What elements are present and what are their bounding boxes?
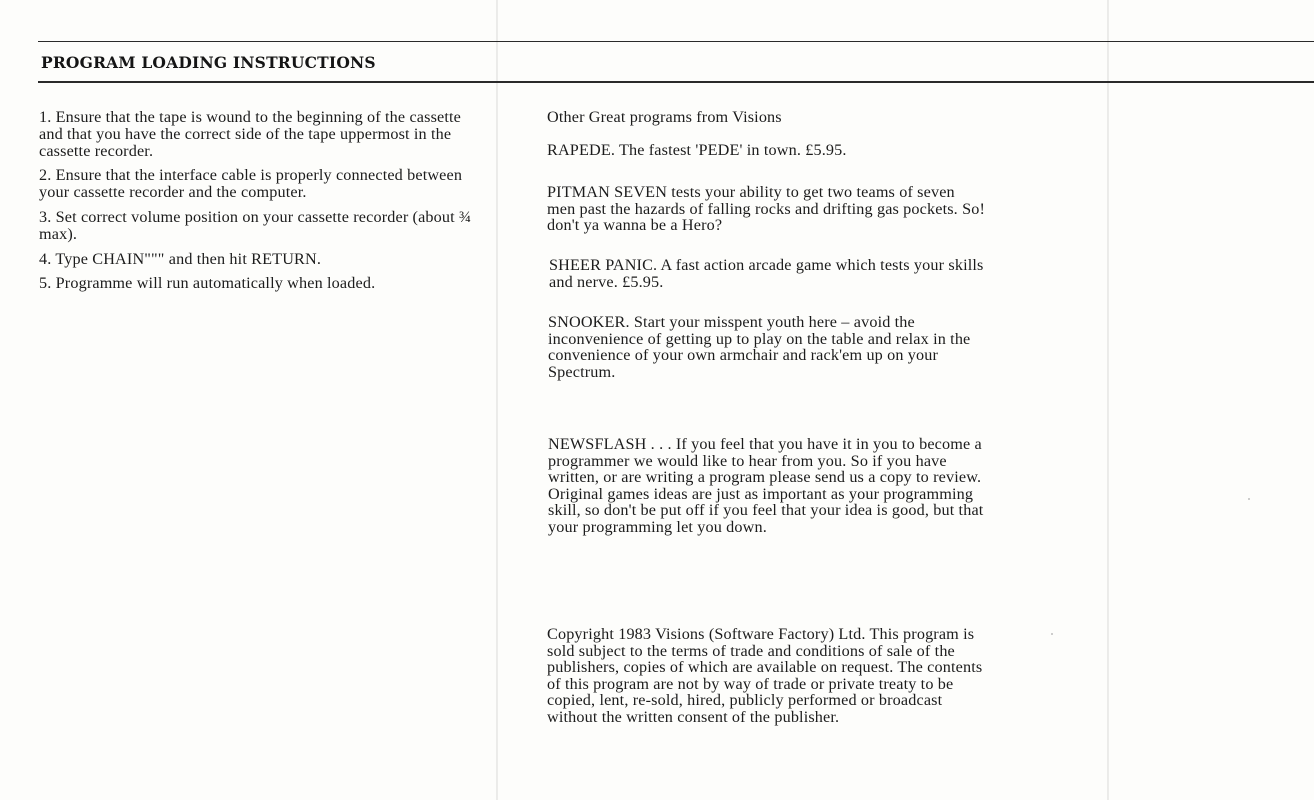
loading-instructions [39,109,484,300]
instruction-step-3: 3. Set correct volume position on your cassette recorder (about ¾ max). [39,207,472,243]
other-programs-intro: Other Great programs from Visions [547,108,782,126]
rapede-description: RAPEDE. The fastest 'PEDE' in town. £5.95. [547,141,847,159]
paper-speck [1248,498,1250,500]
instruction-list [39,109,484,292]
paper-fold-left [496,0,498,800]
newsflash-paragraph: NEWSFLASH . . . If you feel that you have it in you to become a programmer we would like to hear from you. So if you have written, or are writing a program please send us a copy to review. Original games ideas are just as important as your programming skill, so don't be put off if you feel that your idea is good, but that your programming let you down. [548,435,984,536]
header-bottom-rule [38,81,1314,83]
instruction-step-4: 4. Type CHAIN""" and then hit RETURN. [39,249,322,268]
paper-fold-right [1107,0,1109,800]
header-top-rule [38,41,1314,42]
instruction-step-5: 5. Programme will run automatically when loaded. [39,274,376,293]
copyright-notice: Copyright 1983 Visions (Software Factory) Ltd. This program is sold subject to the terms of trade and conditions of sale of the publishers, copies of which are available on request. The contents of this program are not by way of trade or private treaty to be copied, lent, re-sold, hired, publicly performed or broadcast without the written consent of the publisher. [547,625,983,726]
page-title: PROGRAM LOADING INSTRUCTIONS [41,53,376,72]
paper-speck [1051,633,1053,635]
sheer-panic-description: SHEER PANIC. A fast action arcade game which tests your skills and nerve. £5.95. [549,256,984,291]
pitman-seven-description: PITMAN SEVEN tests your ability to get two teams of seven men past the hazards of falling rocks and drifting gas pockets. So! don't ya wanna be a Hero? [547,183,986,235]
instruction-step-2: 2. Ensure that the interface cable is properly connected between your cassette recorder and the computer. [39,166,463,202]
snooker-description: SNOOKER. Start your misspent youth here – avoid the inconvenience of getting up to play on the table and relax in the convenience of your own armchair and rack'em up on your Spectrum. [548,313,971,381]
instruction-step-1: 1. Ensure that the tape is wound to the beginning of the cassette and that you have the correct side of the tape uppermost in the cassette recorder. [39,108,461,160]
